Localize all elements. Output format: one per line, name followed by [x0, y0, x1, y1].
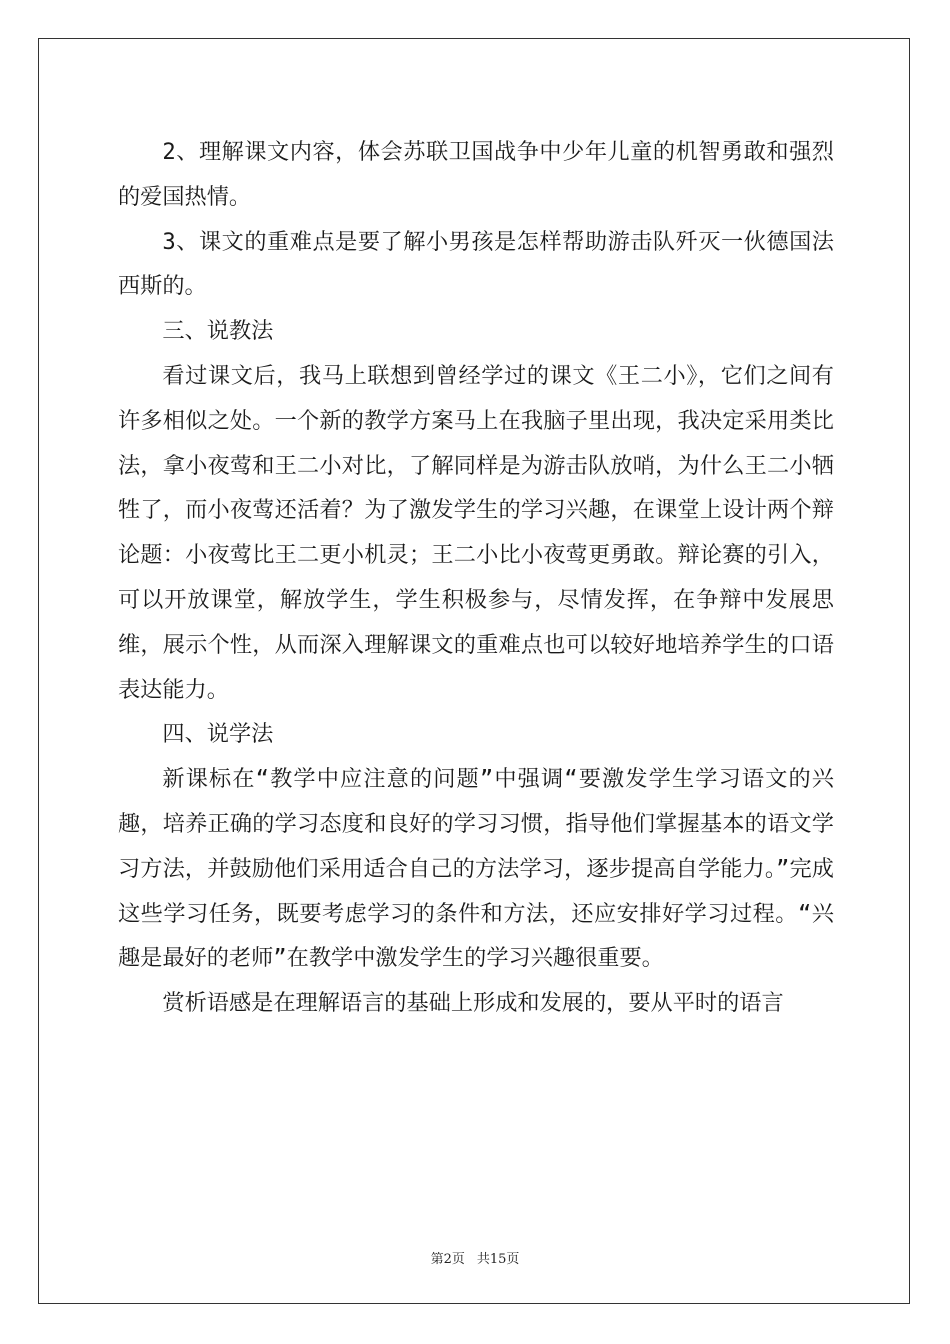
page-footer: [0, 1248, 950, 1267]
page-number: 第2页: [430, 1252, 465, 1267]
paragraph-teaching-method: 看过课文后，我马上联想到曾经学过的课文《王二小》，它们之间有许多相似之处。一个新的教学方案马上在我脑子里出现，我决定采用类比法，拿小夜莺和王二小对比，了解同样是为游击队放哨，为什么王二小牺牲了，而小夜莺还活着？为了激发学生的学习兴趣，在课堂上设计两个辩论题：小夜莺比王二更小机灵；王二小比小夜莺更勇敢。辩论赛的引入，可以开放课堂，解放学生，学生积极参与，尽情发挥，在争辩中发展思维，展示个性，从而深入理解课文的重难点也可以较好地培养学生的口语表达能力。: [118, 362, 834, 703]
paragraph-language-sense: 赏析语感是在理解语言的基础上形成和发展的，要从平时的语言: [162, 990, 784, 1017]
heading-teaching-method: 三、说教法: [162, 318, 274, 345]
page-total: 共15页: [476, 1252, 520, 1267]
heading-learning-method: 四、说学法: [162, 721, 274, 748]
paragraph-objective-3: 3、课文的重难点是要了解小男孩是怎样帮助游击队歼灭一伙德国法西斯的。: [118, 228, 834, 300]
paragraph-objective-2: 2、理解课文内容，体会苏联卫国战争中少年儿童的机智勇敢和强烈的爱国热情。: [118, 139, 834, 210]
paragraph-learning-method: 新课标在“教学中应注意的问题”中强调“要激发学生学习语文的兴趣，培养正确的学习态度和良好的学习习惯，指导他们掌握基本的语文学习方法，并鼓励他们采用适合自己的方法学习，逐步提高自学能力。”完成这些学习任务，既要考虑学习的条件和方法，还应安排好学习过程。“兴趣是最好的老师”在教学中激发学生的学习兴趣很重要。: [118, 766, 834, 972]
document-body: [118, 130, 834, 1026]
